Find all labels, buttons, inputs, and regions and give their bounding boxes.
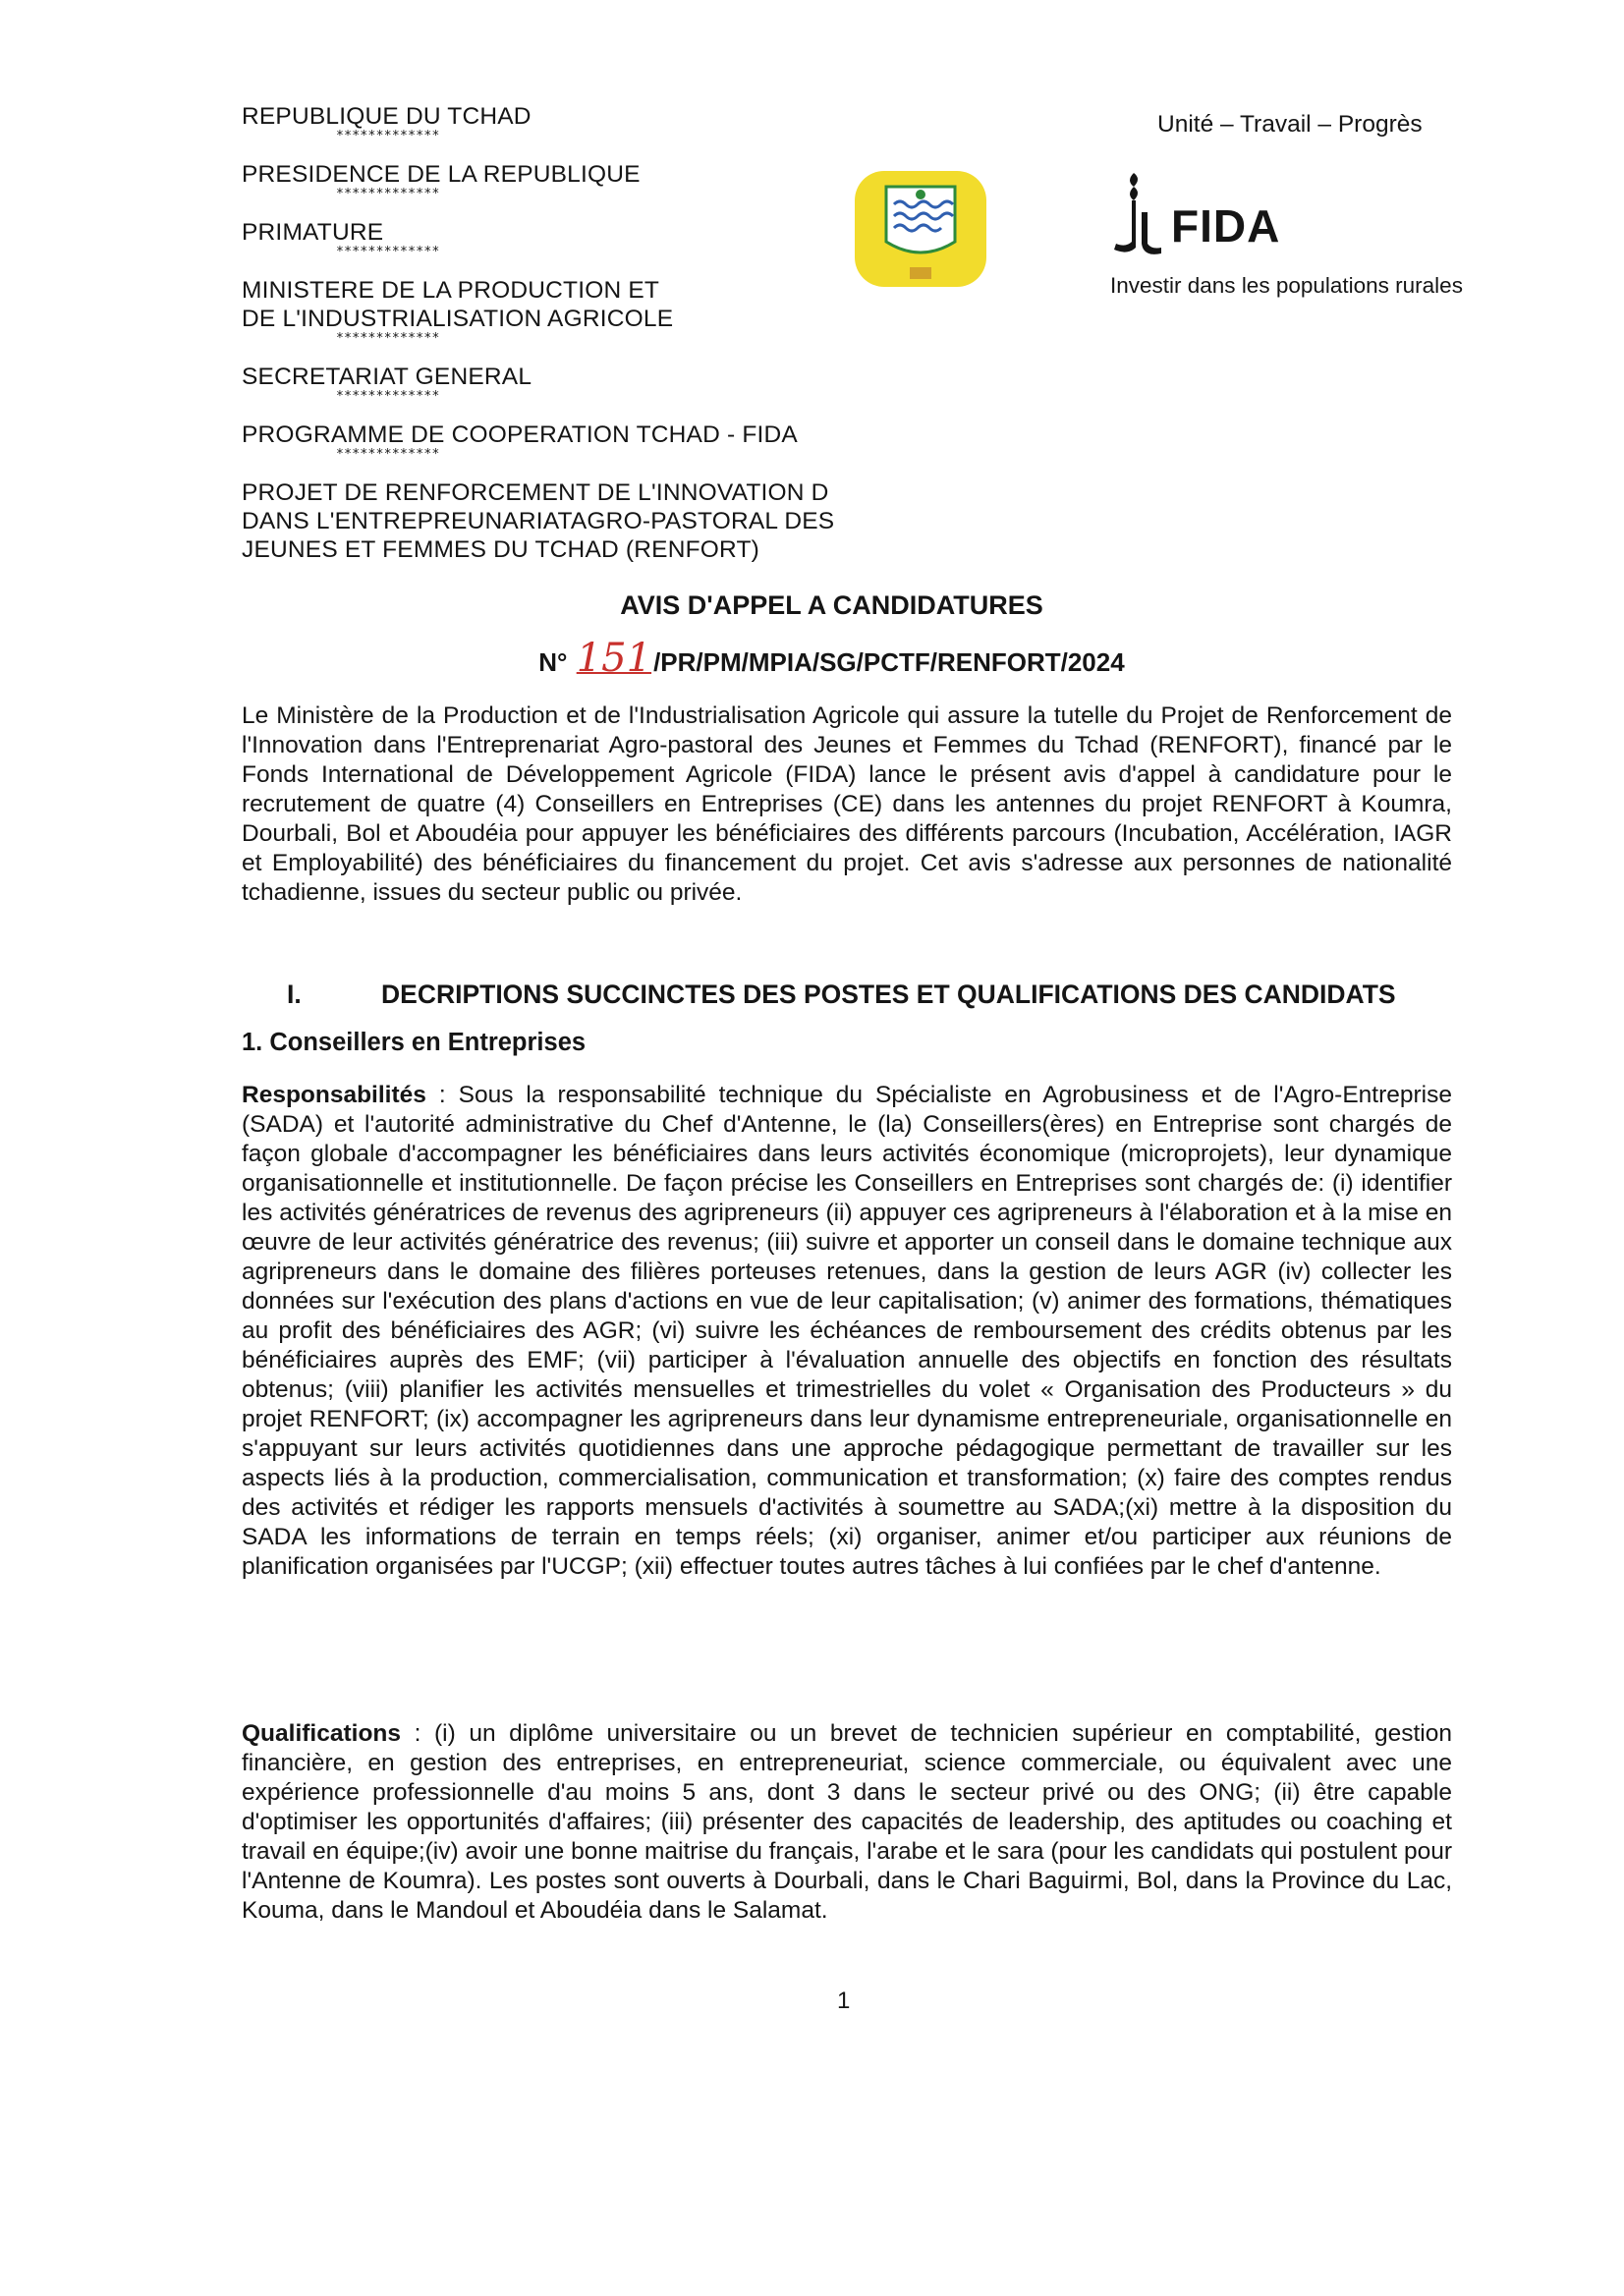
header-line-secretariat: SECRETARIAT GENERAL [242, 364, 532, 390]
header-line-ministry-1: MINISTERE DE LA PRODUCTION ET [242, 277, 660, 304]
responsibilities-text: : Sous la responsabilité technique du Spécialiste en Agrobusiness et de l'Agro-Entreprise (SADA) et l'autorité administrative du Chef d'Antenne, le (la) Conseillers(ères) en Entreprise sont chargés de façon globale d'accompagner les bénéficiaires dans leurs activités économique (microprojets), leur dynamique organisationnelle et institutionnelle. De façon précise les Conseillers en Entreprises sont chargés de: (i) identifier les activités génératrices de revenus des agripreneurs (ii) appuyer ces agripreneurs à l'élaboration et à la mise en œuvre de leur activités génératrice des revenus; (iii) suivre et apporter un conseil dans le domaine technique aux agripreneurs dans le domaine des filières porteuses retenues, dans la gestion de leurs AGR (iv) collecter les données sur l'exécution des plans d'actions en vue de leur capitalisation; (v) animer des formations, thématiques au profit des bénéficiaires des AGR; (vi) suivre les échéances de remboursement des crédits obtenus par les bénéficiaires auprès des EMF; (vii) participer à l'évaluation annuelle des objectifs en fonction des résultats obtenus; (viii) planifier les activités mensuelles et trimestrielles du volet « Organisation des Producteurs » du projet RENFORT; (ix) accompagner les agripreneurs dans leur dynamisme entrepreneuriale, organisationnelle en s'appuyant sur leurs activités quotidiennes dans une approche pédagogique permettant de travailler sur les aspects liés à la production, commercialisation, communication et transformation; (x) faire des comptes rendus des activités et rédiger les rapports mensuels d'activités à soumettre au SADA;(xi) mettre à la disposition du SADA les informations de terrain en temps réels; (xi) organiser, animer et/ou participer aux réunions de planification organisées par l'UCGP; (xii) effectuer toutes autres tâches à lui confiées par le chef d'antenne. [242, 1082, 1452, 1580]
section-number: I. [287, 980, 302, 1009]
header-line-ministry-2: DE L'INDUSTRIALISATION AGRICOLE [242, 306, 674, 332]
header-separator: ************* [336, 331, 440, 346]
header-line-presidence: PRESIDENCE DE LA REPUBLIQUE [242, 161, 641, 188]
section-title: DECRIPTIONS SUCCINCTES DES POSTES ET QUALIFICATIONS DES CANDIDATS [381, 980, 1396, 1009]
header-line-programme: PROGRAMME DE COOPERATION TCHAD - FIDA [242, 421, 798, 448]
header-line-republic: REPUBLIQUE DU TCHAD [242, 103, 532, 130]
coat-of-arms-emblem [847, 165, 994, 293]
qualifications-paragraph [242, 1719, 1452, 1926]
qualifications-label: Qualifications [242, 1720, 402, 1747]
subsection-heading: 1. Conseillers en Entreprises [242, 1029, 587, 1056]
header-line-primature: PRIMATURE [242, 219, 384, 246]
header-separator: ************* [336, 129, 440, 143]
notice-number-prefix: N° [538, 647, 568, 677]
page-number: 1 [837, 1988, 851, 2014]
letterhead-left [242, 102, 910, 564]
notice-title-block [0, 589, 1624, 680]
header-separator: ************* [336, 389, 440, 404]
national-motto: Unité – Travail – Progrès [1157, 111, 1423, 138]
fida-tagline: Investir dans les populations rurales [1110, 273, 1463, 298]
notice-number [0, 636, 1624, 681]
responsibilities-label: Responsabilités [242, 1082, 426, 1108]
notice-title: AVIS D'APPEL A CANDIDATURES [620, 590, 1043, 620]
header-separator: ************* [336, 187, 440, 201]
responsibilities-paragraph [242, 1081, 1452, 1582]
handwritten-notice-number: 151 [576, 636, 652, 681]
notice-number-reference: /PR/PM/MPIA/SG/PCTF/RENFORT/2024 [653, 647, 1125, 677]
fida-logo-text: FIDA [1171, 200, 1281, 252]
header-line-project-2: DANS L'ENTREPREUNARIATAGRO-PASTORAL DES [242, 508, 835, 534]
qualifications-text: : (i) un diplôme universitaire ou un brevet de technicien supérieur en comptabilité, gestion financière, en gestion des entreprises, en entrepreneuriat, science commerciale, ou équivalent avec une expérience professionnelle d'au moins 5 ans, dont 3 dans le secteur privé ou des ONG; (ii) être capable d'optimiser les opportunités d'affaires; (iii) présenter des capacités de leadership, des aptitudes ou coaching et travail en équipe;(iv) avoir une bonne maitrise du français, l'arabe et le sara (pour les candidats qui postulent pour l'Antenne de Koumra). Les postes sont ouverts à Dourbali, dans le Chari Baguirmi, Bol, dans la Province du Lac, Kouma, dans le Mandoul et Aboudéia dans le Salamat. [242, 1720, 1452, 1924]
header-line-project-1: PROJET DE RENFORCEMENT DE L'INNOVATION D [242, 479, 829, 506]
header-separator: ************* [336, 447, 440, 462]
header-line-project-3: JEUNES ET FEMMES DU TCHAD (RENFORT) [242, 536, 759, 563]
intro-paragraph: Le Ministère de la Production et de l'Industrialisation Agricole qui assure la tutelle du Projet de Renforcement de l'Innovation dans l'Entreprenariat Agro-pastoral des Jeunes et Femmes du Tchad (RENFORT), financé par le Fonds International de Développement Agricole (FIDA) lance le présent avis d'appel à candidature pour le recrutement de quatre (4) Conseillers en Entreprises (CE) dans les antennes du projet RENFORT à Koumra, Dourbali, Bol et Aboudéia pour appuyer les bénéficiaires des différents parcours (Incubation, Accélération, IAGR et Employabilité) des bénéficiaires du financement du projet. Cet avis s'adresse aux personnes de nationalité tchadienne, issues du secteur public ou privée. [242, 702, 1452, 906]
header-separator: ************* [336, 245, 440, 259]
